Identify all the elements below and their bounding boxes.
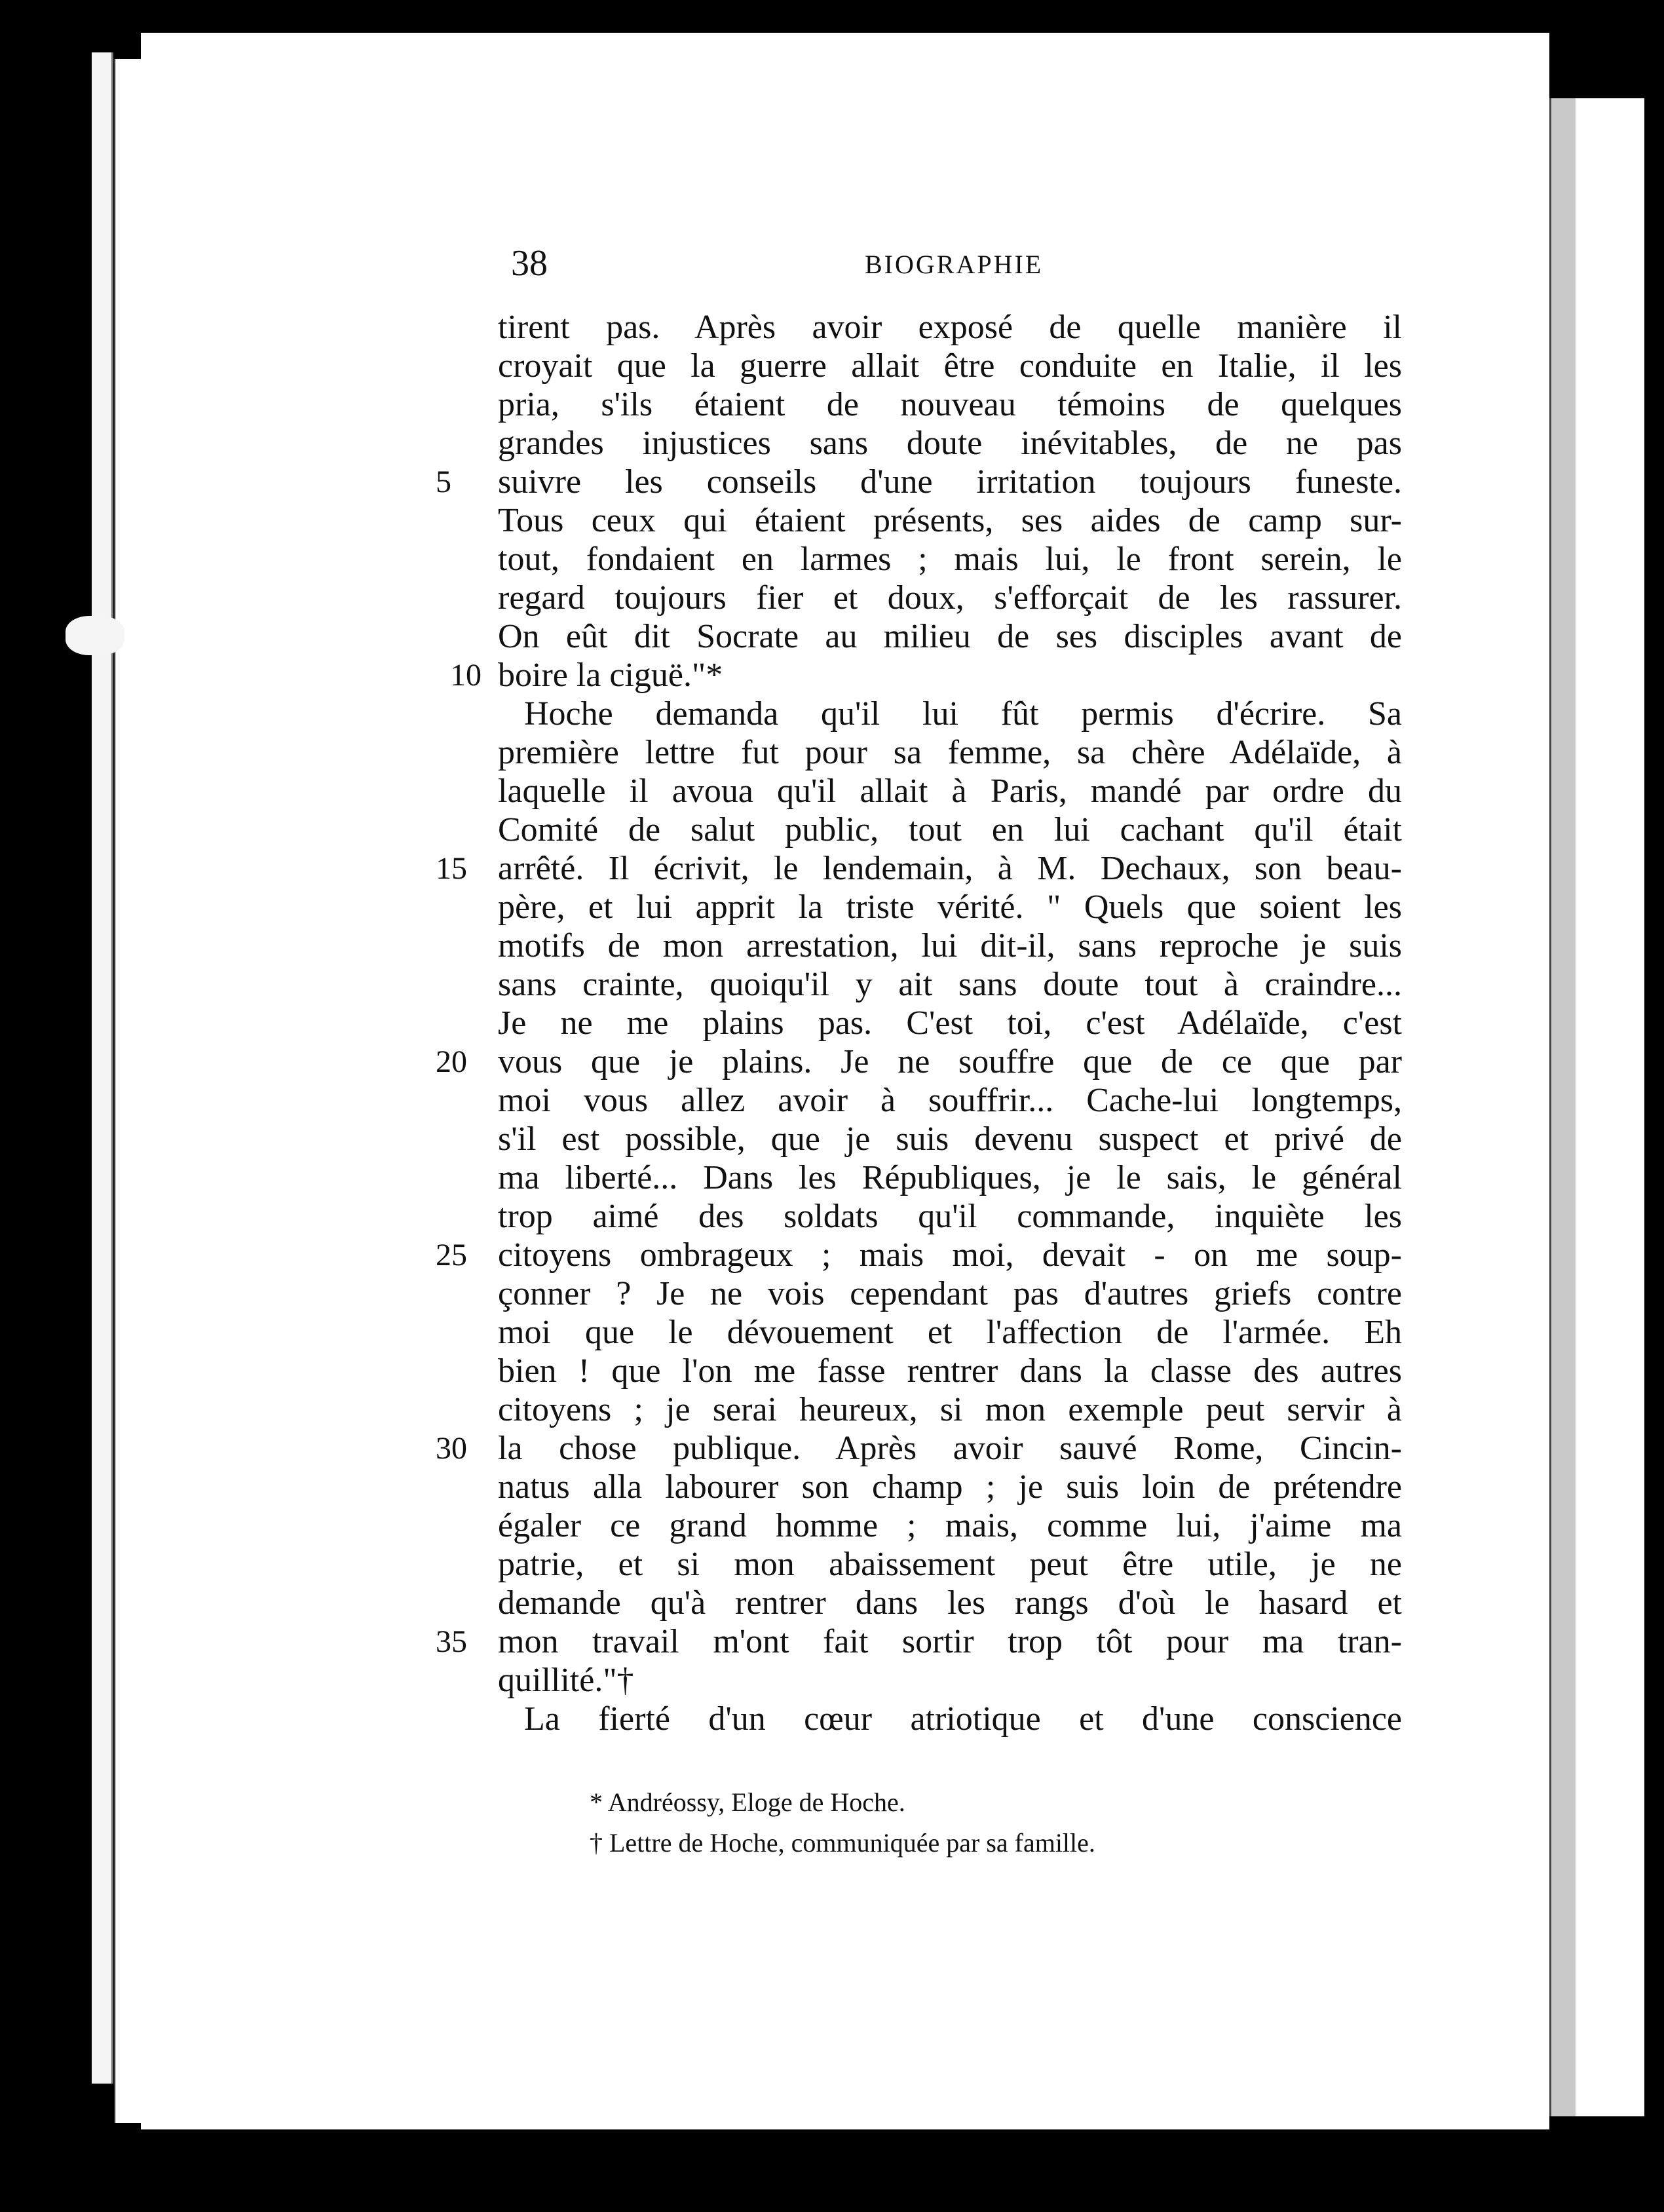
line-text: Tous ceux qui étaient présents, ses aides de camp sur- <box>498 502 1402 539</box>
line-text: bien ! que l'on me fasse rentrer dans la classe des autres <box>498 1352 1402 1390</box>
footnote-mark: * <box>590 1787 603 1817</box>
text-line <box>498 617 1402 656</box>
facing-page-gutter <box>1549 98 1578 2116</box>
line-text: pria, s'ils étaient de nouveau témoins de quelques <box>498 386 1402 423</box>
line-text: laquelle il avoua qu'il allait à Paris, mandé par ordre du <box>498 772 1402 810</box>
text-line <box>498 965 1402 1004</box>
text-line <box>498 810 1402 849</box>
line-text: moi que le dévouement et l'affection de l'armée. Eh <box>498 1314 1402 1351</box>
line-text: s'il est possible, que je suis devenu suspect et privé de <box>498 1120 1402 1158</box>
line-text: natus alla labourer son champ ; je suis loin de prétendre <box>498 1468 1402 1506</box>
text-line <box>498 385 1402 424</box>
line-text: On eût dit Socrate au milieu de ses disciples avant de <box>498 618 1402 655</box>
text-line <box>498 579 1402 617</box>
line-text: Hoche demanda qu'il lui fût permis d'écrire. Sa <box>524 695 1402 733</box>
text-line <box>498 1352 1402 1390</box>
body-text <box>436 308 1402 1738</box>
text-line <box>498 888 1402 926</box>
text-line <box>498 347 1402 385</box>
text-line <box>498 1468 1402 1506</box>
footnote <box>590 1823 1310 1863</box>
text-line <box>450 656 1402 695</box>
line-text: mon travail m'ont fait sortir trop tôt pour ma tran- <box>498 1623 1402 1660</box>
line-text: çonner ? Je ne vois cependant pas d'autres griefs contre <box>498 1275 1402 1312</box>
line-text: sans crainte, quoiqu'il y ait sans doute tout à craindre... <box>498 966 1402 1003</box>
line-number: 35 <box>436 1624 467 1659</box>
text-line <box>498 1274 1402 1313</box>
line-text: moi vous allez avoir à souffrir... Cache-lui longtemps, <box>498 1082 1402 1119</box>
line-text: citoyens ; je serai heureux, si mon exemple peut servir à <box>498 1391 1402 1428</box>
text-line <box>498 1700 1402 1738</box>
page-header <box>511 242 1389 288</box>
text-line <box>498 424 1402 463</box>
line-number: 15 <box>436 851 467 886</box>
line-text: arrêté. Il écrivit, le lendemain, à M. Dechaux, son beau- <box>498 850 1402 887</box>
footnote <box>590 1782 1310 1823</box>
paper-smudge <box>66 616 124 655</box>
text-line <box>498 733 1402 772</box>
line-text: La fierté d'un cœur atriotique et d'une conscience <box>524 1700 1402 1738</box>
text-line <box>436 849 1402 888</box>
text-line <box>498 1506 1402 1545</box>
text-line <box>436 1236 1402 1274</box>
text-line <box>498 501 1402 540</box>
line-number: 20 <box>436 1044 467 1079</box>
footnote-text: Andréossy, Eloge de Hoche. <box>607 1787 905 1817</box>
text-line <box>436 1622 1402 1661</box>
text-line <box>436 463 1402 501</box>
book-edge-left-inner <box>115 59 144 2123</box>
text-line <box>498 926 1402 965</box>
text-line <box>498 772 1402 810</box>
line-text: regard toujours fier et doux, s'efforçait de les rassurer. <box>498 579 1402 617</box>
line-text: Je ne me plains pas. C'est toi, c'est Adélaïde, c'est <box>498 1004 1402 1042</box>
footnote-mark: † <box>590 1828 603 1858</box>
line-text: ma liberté... Dans les Républiques, je le sais, le général <box>498 1159 1402 1196</box>
text-line <box>498 695 1402 733</box>
line-text: tirent pas. Après avoir exposé de quelle manière il <box>498 309 1402 346</box>
line-text: grandes injustices sans doute inévitables, de ne pas <box>498 425 1402 462</box>
line-number: 5 <box>436 465 451 499</box>
text-line <box>498 1120 1402 1158</box>
text-line <box>498 1545 1402 1584</box>
line-text: trop aimé des soldats qu'il commande, inquiète les <box>498 1198 1402 1235</box>
footnote-text: Lettre de Hoche, communiquée par sa famille. <box>609 1828 1095 1858</box>
text-line <box>498 1004 1402 1042</box>
line-text: quillité."† <box>498 1662 634 1699</box>
text-line <box>436 1042 1402 1081</box>
text-line <box>436 1429 1402 1468</box>
line-number: 30 <box>436 1431 467 1466</box>
text-line <box>498 540 1402 579</box>
running-head: BIOGRAPHIE <box>865 250 1044 279</box>
line-text: boire la ciguë."* <box>498 657 723 694</box>
book-edge-left-outer <box>92 52 113 2084</box>
line-text: la chose publique. Après avoir sauvé Rome, Cincin- <box>498 1430 1402 1467</box>
text-line <box>498 1081 1402 1120</box>
page-number: 38 <box>511 243 548 284</box>
text-line <box>498 1661 1402 1700</box>
text-line <box>498 1313 1402 1352</box>
line-text: motifs de mon arrestation, lui dit-il, sans reproche je suis <box>498 927 1402 964</box>
line-text: vous que je plains. Je ne souffre que de ce que par <box>498 1043 1402 1080</box>
line-text: père, et lui apprit la triste vérité. " Quels que soient les <box>498 888 1402 926</box>
text-line <box>498 1584 1402 1622</box>
line-text: demande qu'à rentrer dans les rangs d'où le hasard et <box>498 1584 1402 1622</box>
line-text: première lettre fut pour sa femme, sa chère Adélaïde, à <box>498 734 1402 771</box>
line-text: croyait que la guerre allait être conduite en Italie, il les <box>498 347 1402 385</box>
line-text: suivre les conseils d'une irritation toujours funeste. <box>498 463 1402 501</box>
text-line <box>498 1390 1402 1429</box>
line-number: 10 <box>450 658 482 693</box>
line-text: citoyens ombrageux ; mais moi, devait - on me soup- <box>498 1236 1402 1274</box>
text-line <box>498 1197 1402 1236</box>
facing-page-edge <box>1576 98 1644 2116</box>
line-number: 25 <box>436 1238 467 1272</box>
footnotes <box>590 1782 1310 1863</box>
line-text: égaler ce grand homme ; mais, comme lui, j'aime ma <box>498 1507 1402 1544</box>
line-text: Comité de salut public, tout en lui cachant qu'il était <box>498 811 1402 849</box>
line-text: tout, fondaient en larmes ; mais lui, le front serein, le <box>498 541 1402 578</box>
text-line <box>498 308 1402 347</box>
text-line <box>498 1158 1402 1197</box>
line-text: patrie, et si mon abaissement peut être utile, je ne <box>498 1546 1402 1583</box>
